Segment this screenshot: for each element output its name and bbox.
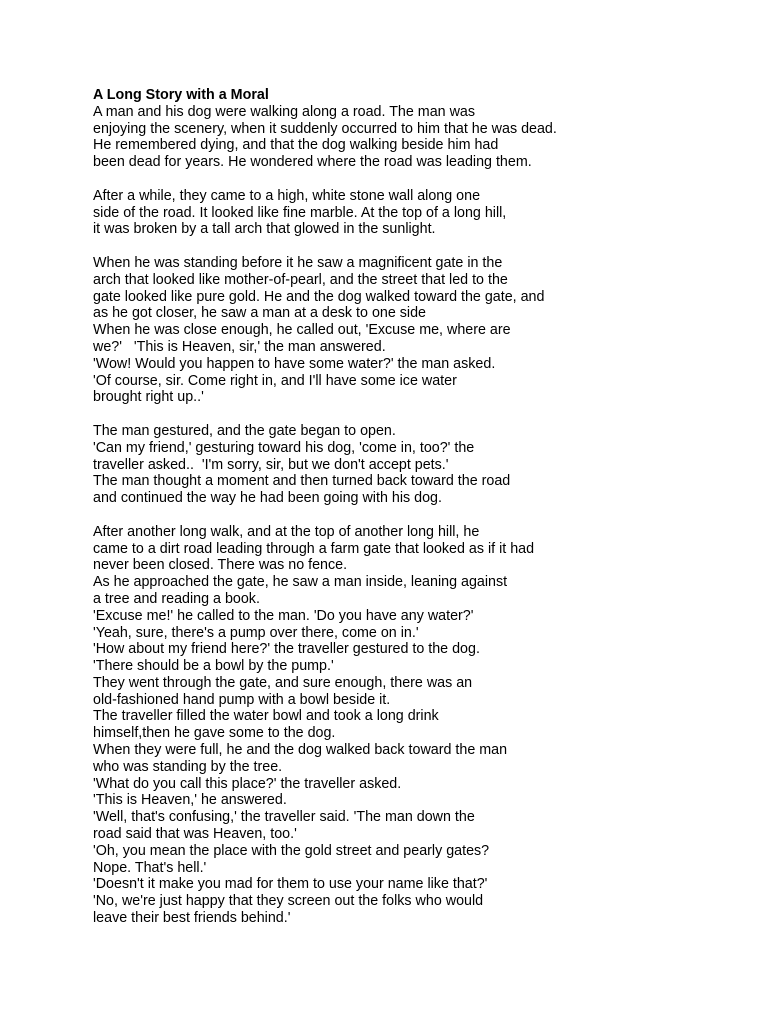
text-line: enjoying the scenery, when it suddenly occurred to him that he was dead. [93,120,557,137]
text-line: a tree and reading a book. [93,590,260,607]
text-line: 'How about my friend here?' the traveller gestured to the dog. [93,641,480,658]
text-line: it was broken by a tall arch that glowed in the sunlight. [93,221,436,238]
text-line: When he was standing before it he saw a magnificent gate in the [93,254,503,271]
text-line: came to a dirt road leading through a farm gate that looked as if it had [93,540,535,557]
text-line: When he was close enough, he called out, 'Excuse me, where are [93,322,511,339]
text-line: brought right up..' [93,389,204,406]
text-line: himself,then he gave some to the dog. [93,725,336,742]
text-line: traveller asked.. 'I'm sorry, sir, but we don't accept pets.' [93,456,449,473]
text-line: old-fashioned hand pump with a bowl beside it. [93,691,391,708]
text-line: 'What do you call this place?' the traveller asked. [93,775,402,792]
text-line: 'Of course, sir. Come right in, and I'll have some ice water [93,372,457,389]
paragraph [93,524,743,927]
text-line: 'There should be a bowl by the pump.' [93,658,334,675]
paragraph [93,423,743,507]
paragraph [93,188,743,238]
text-line: The man thought a moment and then turned back toward the road [93,473,511,490]
text-line: The traveller filled the water bowl and took a long drink [93,708,439,725]
text-line: They went through the gate, and sure enough, there was an [93,674,473,691]
text-line: 'This is Heaven,' he answered. [93,792,287,809]
text-line: Nope. That's hell.' [93,859,207,876]
text-line: gate looked like pure gold. He and the dog walked toward the gate, and [93,288,545,305]
text-line: After a while, they came to a high, white stone wall along one [93,187,481,204]
text-line: who was standing by the tree. [93,758,283,775]
text-line: 'Yeah, sure, there's a pump over there, come on in.' [93,624,419,641]
text-line: 'Can my friend,' gesturing toward his dog, 'come in, too?' the [93,439,475,456]
story-title: A Long Story with a Moral [93,87,269,103]
text-line: A man and his dog were walking along a road. The man was [93,103,476,120]
text-line: The man gestured, and the gate began to open. [93,422,396,439]
text-line: After another long walk, and at the top of another long hill, he [93,523,480,540]
text-line: 'Doesn't it make you mad for them to use your name like that?' [93,876,488,893]
text-line: as he got closer, he saw a man at a desk to one side [93,305,427,322]
text-line: When they were full, he and the dog walked back toward the man [93,742,508,759]
text-line: 'Wow! Would you happen to have some water?' the man asked. [93,355,496,372]
text-line: we?' 'This is Heaven, sir,' the man answered. [93,338,386,355]
text-line: 'Excuse me!' he called to the man. 'Do you have any water?' [93,607,474,624]
story-text [93,87,743,944]
text-line: As he approached the gate, he saw a man inside, leaning against [93,574,508,591]
text-line: road said that was Heaven, too.' [93,826,297,843]
text-line: 'Well, that's confusing,' the traveller said. 'The man down the [93,809,475,826]
text-line: side of the road. It looked like fine marble. At the top of a long hill, [93,204,507,221]
paragraph [93,104,743,171]
text-line: arch that looked like mother-of-pearl, and the street that led to the [93,271,508,288]
text-line: been dead for years. He wondered where the road was leading them. [93,154,532,171]
paragraph [93,255,743,406]
text-line: and continued the way he had been going with his dog. [93,490,442,507]
text-line: 'Oh, you mean the place with the gold street and pearly gates? [93,842,490,859]
text-line: He remembered dying, and that the dog walking beside him had [93,137,499,154]
text-line: leave their best friends behind.' [93,910,291,927]
text-line: 'No, we're just happy that they screen out the folks who would [93,893,484,910]
text-line: never been closed. There was no fence. [93,557,348,574]
story-body [93,104,743,927]
